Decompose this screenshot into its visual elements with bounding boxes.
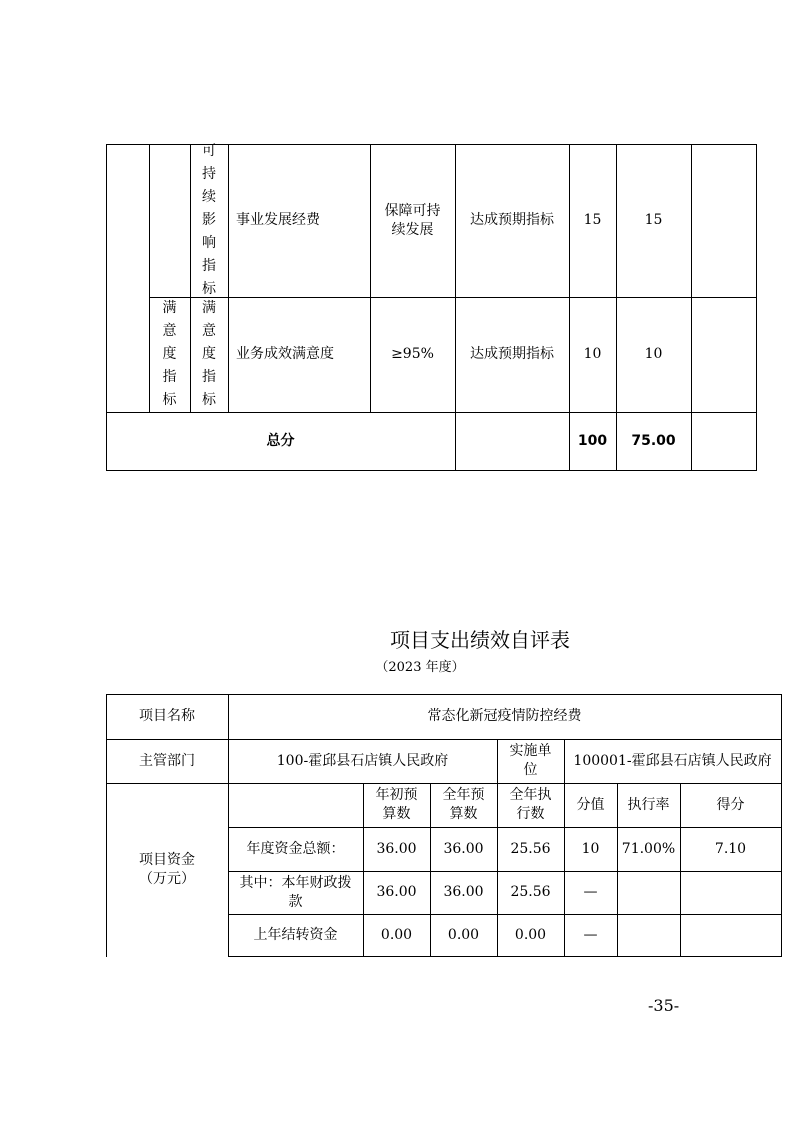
indicator-actual: 达成预期指标	[470, 212, 554, 228]
fund-label: 项目资金（万元）	[139, 851, 195, 887]
fund-row-points: —	[583, 884, 598, 900]
fund-row-annual: 36.00	[443, 884, 484, 900]
fund-row-initial: 0.00	[380, 926, 413, 943]
fund-row-executed: 25.56	[510, 884, 551, 900]
total-label: 总分	[266, 432, 295, 449]
total-score: 75.00	[631, 432, 676, 449]
fund-row-points: 10	[581, 840, 600, 857]
char: 持	[202, 166, 216, 182]
char: 指	[202, 369, 216, 385]
indicator-actual: 达成预期指标	[470, 346, 554, 362]
char: 意	[162, 323, 177, 339]
fund-row-rate	[617, 871, 680, 914]
char: 度	[162, 346, 177, 362]
project-name-value: 常态化新冠疫情防控经费	[427, 708, 582, 724]
fund-row-label: 年度资金总额：	[246, 840, 345, 857]
level2-indicator-satisfaction	[149, 297, 190, 412]
page-title: 项目支出绩效自评表	[390, 628, 570, 652]
indicator-target: ≥95%	[391, 346, 434, 362]
char: 指	[202, 258, 216, 274]
header-score: 得分	[716, 796, 745, 813]
char: 可	[202, 143, 216, 159]
impl-value: 100001-霍邱县石店镇人民政府	[573, 752, 772, 769]
header-executed: 全年执行数	[509, 787, 552, 822]
fund-row-executed: 0.00	[514, 926, 547, 943]
char: 意	[202, 323, 216, 339]
project-name-label: 项目名称	[139, 708, 195, 724]
dept-value: 100-霍邱县石店镇人民政府	[276, 752, 449, 769]
fund-row-annual: 36.00	[443, 840, 484, 857]
fund-row-rate: 71.00%	[621, 840, 676, 857]
indicator-weight: 10	[583, 346, 602, 362]
header-annual: 全年预算数	[442, 787, 485, 822]
header-rate: 执行率	[627, 796, 670, 813]
char: 满	[202, 300, 216, 316]
fund-row-initial: 36.00	[376, 884, 417, 900]
fund-row-score: 7.10	[714, 840, 747, 857]
indicator-name: 业务成效满意度	[236, 346, 334, 362]
level3-indicator-sustainable	[190, 144, 228, 297]
char: 响	[202, 235, 216, 251]
fund-row-points: —	[583, 926, 598, 943]
header-points: 分值	[576, 796, 605, 813]
dept-label: 主管部门	[139, 752, 195, 769]
indicator-name: 事业发展经费	[236, 212, 320, 228]
impl-label: 实施单位	[509, 743, 552, 778]
char: 标	[202, 392, 216, 408]
char: 标	[162, 392, 177, 408]
char: 度	[202, 346, 216, 362]
header-initial: 年初预算数	[375, 787, 418, 822]
level3-indicator-satisfaction	[190, 297, 228, 412]
char: 影	[202, 212, 216, 228]
char: 续	[202, 189, 216, 205]
indicator-score: 15	[644, 212, 663, 228]
char: 标	[202, 281, 216, 297]
page-number: -35-	[648, 996, 680, 1015]
fund-row-score	[680, 871, 781, 914]
indicator-target: 保障可持续发展	[384, 202, 441, 238]
fund-row-initial: 36.00	[376, 840, 417, 857]
indicator-score: 10	[644, 346, 663, 362]
fund-row-executed: 25.56	[510, 840, 551, 857]
fund-row-rate	[617, 914, 680, 956]
fund-row-label: 其中：本年财政拨款	[239, 874, 352, 910]
total-weight: 100	[577, 432, 608, 449]
char: 满	[162, 300, 177, 316]
fund-row-score	[680, 914, 781, 956]
indicator-weight: 15	[583, 212, 602, 228]
fund-row-label: 上年结转资金	[253, 926, 338, 943]
fund-row-annual: 0.00	[447, 926, 480, 943]
report-year: （2023 年度）	[375, 660, 465, 675]
char: 指	[162, 369, 177, 385]
